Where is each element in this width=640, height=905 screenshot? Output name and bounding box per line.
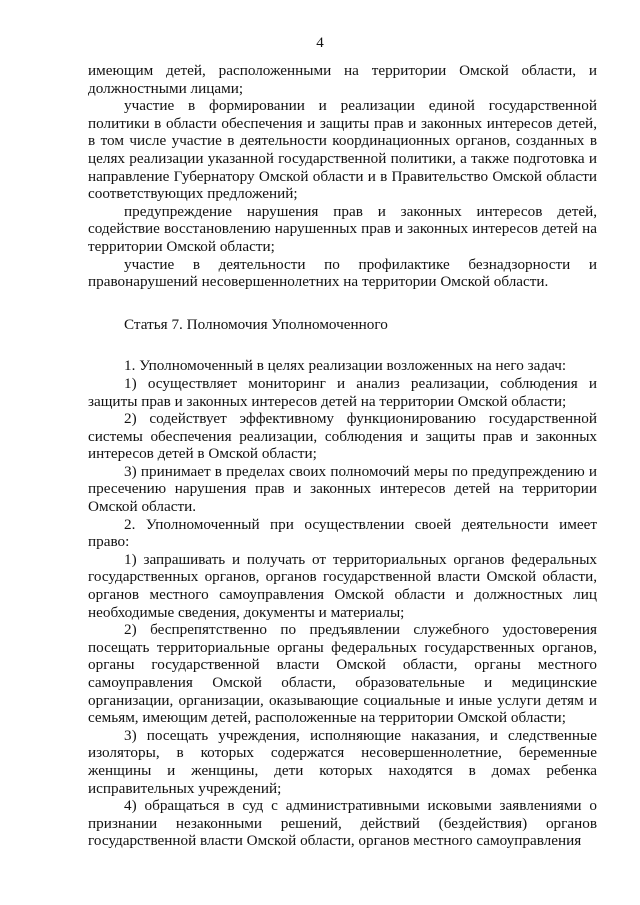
article-heading: Статья 7. Полномочия Уполномоченного [124,315,388,333]
document-body [88,62,597,850]
page-number: 4 [316,35,324,51]
paragraph-task-neglect: участие в деятельности по профилактике безнадзорности и правонарушений несовершеннолетних на территории Омской области. [88,255,597,291]
paragraph-clause-1: 1. Уполномоченный в целях реализации возложенных на него задач: [124,357,567,375]
paragraph-clause-2: 2. Уполномоченный при осуществлении своей деятельности имеет право: [88,515,597,551]
paragraph-clause-2-item-3: 3) посещать учреждения, исполняющие наказания, и следственные изоляторы, в которых содержатся несовершеннолетние, беременные женщины и женщины, дети которых находятся в домах ребенка исправительных учреждений; [88,726,597,797]
paragraph-clause-2-item-2: 2) беспрепятственно по предъявлении служебного удостоверения посещать территориальные органы федеральных государственных органов, органы государственной власти Омской области, органы местного самоуправления Омской области, образовательные и медицинские организации, организации, оказывающие социальные и иные услуги детям и семьям, имеющим детей, расположенные на территории Омской области; [88,621,597,727]
paragraph-clause-2-item-4: 4) обращаться в суд с административными исковыми заявлениями о признании незаконными решений, действий (бездействия) органов государственной власти Омской области, органов местного самоуправления [88,797,597,850]
paragraph-clause-1-item-1: 1) осуществляет мониторинг и анализ реализации, соблюдения и защиты прав и законных интересов детей на территории Омской области; [88,374,597,410]
paragraph-continuation: имеющим детей, расположенными на территории Омской области, и должностными лицами; [88,62,597,97]
paragraph-clause-2-item-1: 1) запрашивать и получать от территориальных органов федеральных государственных органов, органов государственной власти Омской области, органов местного самоуправления Омской области и должностных лиц необходимые сведения, документы и материалы; [88,550,597,621]
paragraph-clause-1-item-3: 3) принимает в пределах своих полномочий меры по предупреждению и пресечению нарушения прав и законных интересов детей на территории Омской области. [88,462,597,516]
paragraph-task-policy: участие в формировании и реализации единой государственной политики в области обеспечения и защиты прав и законных интересов детей, в том числе участие в деятельности координационных органов, созданных в целях реализации указанной государственной политики, а также подготовка и направление Губернатору Омской области и в Правительство Омской области соответствующих предложений; [88,97,597,203]
paragraph-task-prevention: предупреждение нарушения прав и законных интересов детей, содействие восстановлению нарушенных прав и законных интересов детей на территории Омской области; [88,202,597,255]
paragraph-clause-1-item-2: 2) содействует эффективному функционированию государственной системы обеспечения реализации, соблюдения и защиты прав и законных интересов детей в Омской области; [88,410,597,463]
